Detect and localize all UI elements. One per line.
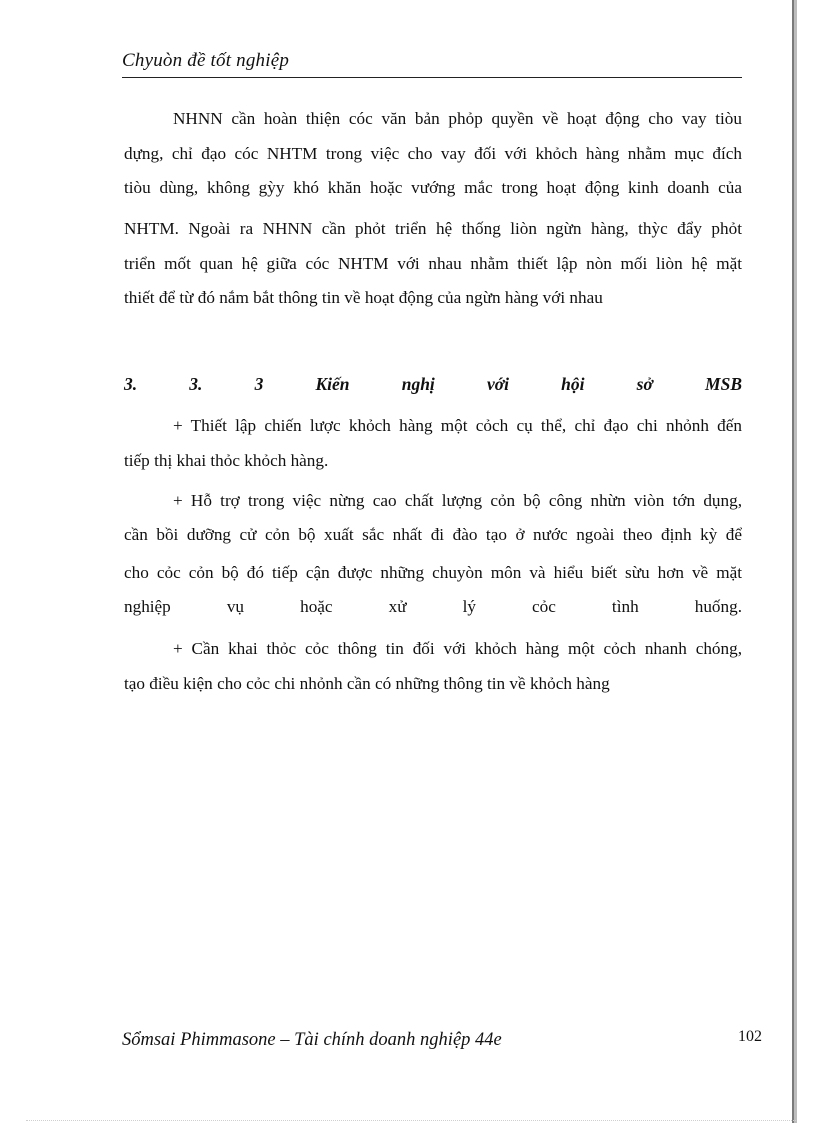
- paragraph-line: + Hỗ trợ trong việc nừng cao chất lượng cỏn bộ công nhừn viòn tớn dụng,: [173, 491, 742, 510]
- footer-author: Sổmsai Phimmasone – Tài chính doanh nghiệp 44e: [122, 1030, 502, 1050]
- paragraph-line: cho cỏc cỏn bộ đó tiếp cận được những chuyòn môn và hiểu biết sừu hơn về mặt: [124, 563, 742, 582]
- running-header-title: Chyuòn đề tốt nghiệp: [122, 50, 290, 71]
- paragraph-line: NHNN cần hoàn thiện cóc văn bản phỏp quyền về hoạt động cho vay tiòu: [173, 109, 742, 128]
- paragraph-line: triển mốt quan hệ giữa cóc NHTM với nhau nhằm thiết lập nòn mối liòn hệ mặt: [124, 254, 742, 273]
- header-divider: [122, 77, 742, 78]
- paragraph-line: cần bồi dưỡng cử cỏn bộ xuất sắc nhất đi đào tạo ở nước ngoài theo định kỳ để: [124, 525, 742, 544]
- page-bottom-border: [26, 1120, 796, 1121]
- paragraph-line: tiòu dùng, không gỳy khó khăn hoặc vướng mắc trong hoạt động kinh doanh của: [124, 178, 742, 197]
- paragraph-line: thiết để từ đó nắm bắt thông tin về hoạt động của ngừn hàng với nhau: [124, 288, 603, 307]
- section-heading: 3. 3. 3 Kiến nghị với hội sở MSB: [124, 374, 742, 394]
- paragraph-line: NHTM. Ngoài ra NHNN cần phỏt triển hệ thống liòn ngừn hàng, thỳc đẩy phỏt: [124, 219, 742, 238]
- paragraph-line: + Cần khai thỏc cỏc thông tin đối với khỏch hàng một cỏch nhanh chóng,: [173, 639, 742, 658]
- paragraph-line: + Thiết lập chiến lược khỏch hàng một cỏch cụ thể, chỉ đạo chi nhỏnh đến: [173, 416, 742, 435]
- paragraph-line: tạo điều kiện cho cỏc chi nhỏnh cần có những thông tin về khỏch hàng: [124, 674, 610, 693]
- paragraph-line: tiếp thị khai thỏc khỏch hàng.: [124, 451, 329, 470]
- paragraph-line: dựng, chỉ đạo cóc NHTM trong việc cho vay đối với khỏch hàng nhằm mục đích: [124, 144, 742, 163]
- page-number: 102: [738, 1028, 762, 1045]
- paragraph-line: nghiệp vụ hoặc xử lý cỏc tình huống.: [124, 597, 742, 616]
- page-edge-shadow-outer: [794, 0, 797, 1123]
